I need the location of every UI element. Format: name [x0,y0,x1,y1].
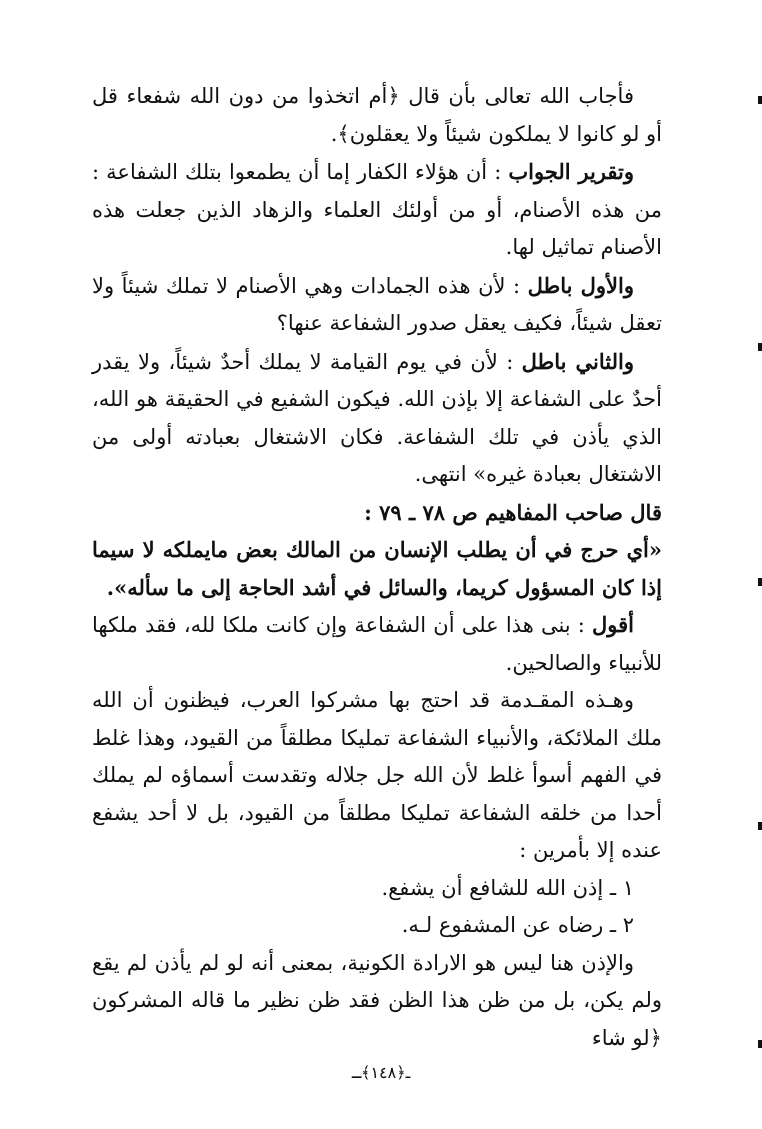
scan-edge-mark [758,96,762,104]
scan-edge-mark [758,343,762,351]
paragraph-lead: وتقرير الجواب [508,159,634,184]
paragraph-lead: أقول [592,612,634,637]
scan-edge-mark [758,822,762,830]
paragraph-lead: والثاني باطل [521,348,634,374]
paragraph-reply: أقول : بنى هذا على أن الشفاعة وإن كانت ملكا لله، فقد ملكها للأنبياء والصالحين. [92,612,662,675]
paragraph-lead: والأول باطل [527,272,634,298]
quotation: «أي حرج في أن يطلب الإنسان من المالك بعض مايملكه لا سيما إذا كان المسؤول كريما، والسائل في أشد الحاجة إلى ما سأله». [92,537,662,600]
list-item: ٢ ـ رضاه عن المشفوع لـه. [401,913,634,937]
list-item: ١ ـ إذن الله للشافع أن يشفع. [381,875,634,900]
scan-edge-mark [758,1040,762,1048]
scan-edge-mark [758,578,762,586]
section-heading: قال صاحب المفاهيم ص ٧٨ ـ ٧٩ : [364,499,662,525]
paragraph-first-invalid: والأول باطل : لأن هذه الجمادات وهي الأصنام لا تملك شيئاً ولا تعقل شيئاً، فكيف يعقل صدور الشفاعة عنها؟ [92,272,662,335]
paragraph-second-invalid: والثاني باطل : لأن في يوم القيامة لا يملك أحدٌ شيئاً، ولا يقدر أحدٌ على الشفاعة إلا بإذن الله. فيكون الشفيع في الحقيقة هو الله، الذي يأذن في تلك الشفاعة. فكان الاشتغال بعبادته أولى من الاشتغال بعبادة غيره» انتهى. [92,348,662,486]
paragraph-permission: والإذن هنا ليس هو الارادة الكونية، بمعنى أنه لو لم يأذن لم يقع ولم يكن، بل من ظن هذا الظن فقد ظن نظير ما قاله المشركون ﴿لو شاء [92,950,662,1050]
paragraph-answer: فأجاب الله تعالى بأن قال ﴿أم اتخذوا من دون الله شفعاء قل أو لو كانوا لا يملكون شيئاً ولا يعقلون﴾. [92,84,662,146]
page-number: ـ﴿١٤٨﴾ـ [351,1063,411,1082]
page-body [92,78,662,1057]
paragraph-explanation: وتقرير الجواب : أن هؤلاء الكفار إما أن يطمعوا بتلك الشفاعة : من هذه الأصنام، أو من أولئك العلماء والزهاد الذين جعلت هذه الأصنام تماثيل لها. [92,159,662,259]
paragraph-premise: وهـذه المقـدمة قد احتج بها مشركوا العرب، فيظنون أن الله ملك الملائكة، والأنبياء الشفاعة تمليكا مطلقاً من القيود، وهذا غلط في الفهم أسوأ غلط لأن الله جل جلاله وتقدست أسماؤه لم يملك أحدا من خلقه الشفاعة تمليكا مطلقاً من القيود، بل لا أحد يشفع عنده إلا بأمرين : [92,688,662,862]
